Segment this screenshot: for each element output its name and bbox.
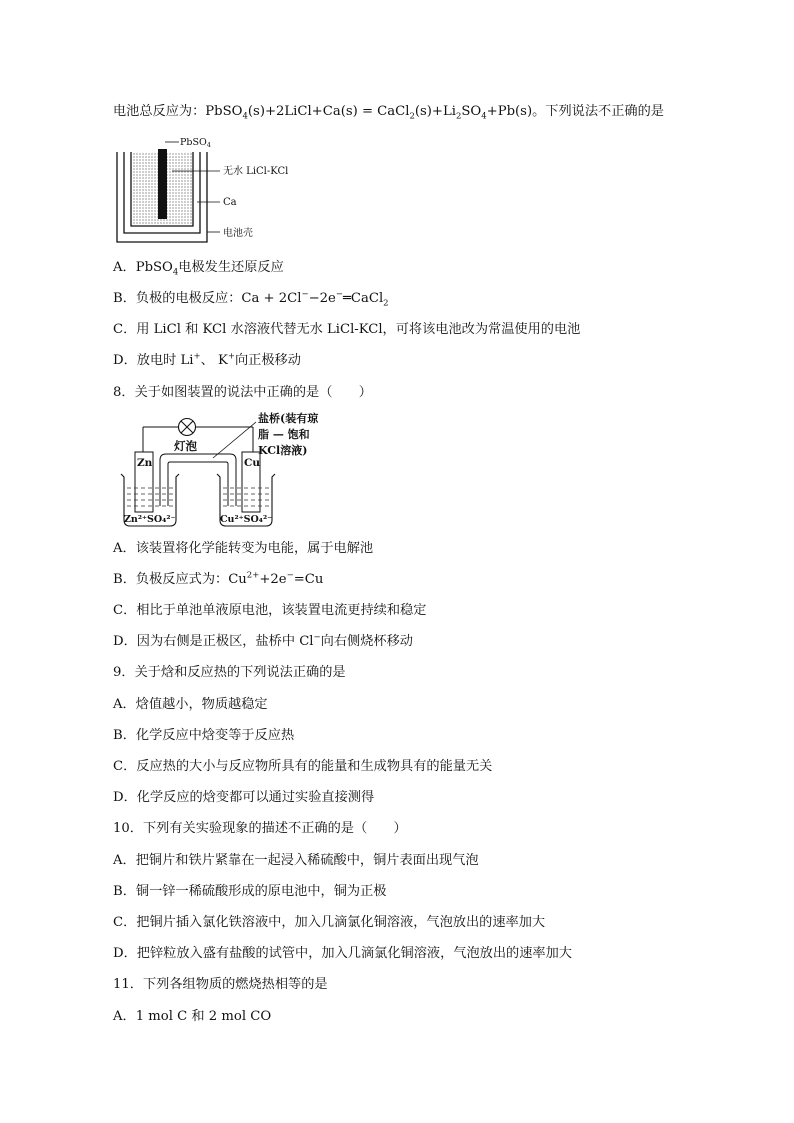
q9-option-d: D．化学反应的焓变都可以通过实验直接测得 xyxy=(113,790,375,805)
q9-option-b: B．化学反应中焓变等于反应热 xyxy=(113,728,295,743)
label-shell: 电池壳 xyxy=(223,228,253,239)
q9-stem: 9．关于焓和反应热的下列说法正确的是 xyxy=(113,665,346,680)
q11-stem: 11．下列各组物质的燃烧热相等的是 xyxy=(113,977,328,992)
q8-option-c: C．相比于单池单液原电池，该装置电流更持续和稳定 xyxy=(113,603,427,618)
intro-reaction: 电池总反应为：PbSO$_4$(s)+2LiCl+Ca(s) = $CaCl_2(s)+Li_2SO_4+Pb(s)$。下列说法不正确的是 xyxy=(113,104,664,122)
q9-option-a: A．焓值越小，物质越稳定 xyxy=(113,697,268,712)
q9-option-c: C．反应热的大小与反应物所具有的能量和生成物具有的能量无关 xyxy=(113,759,493,774)
label-cu: Cu xyxy=(244,457,260,469)
q10-option-c: C．把铜片插入氯化铁溶液中，加入几滴氯化铜溶液，气泡放出的速率加大 xyxy=(113,915,546,930)
label-right-solution: Cu²⁺SO₄²⁻ xyxy=(220,514,273,525)
q7-option-b: B．负极的电极反应：Ca + 2Cl−−2e−═CaCl$_2$ xyxy=(113,289,389,309)
battery-diagram xyxy=(112,132,312,247)
bulb-icon xyxy=(179,419,196,436)
label-pbso4: PbSO$_4$ xyxy=(180,137,211,149)
q7-option-c: C．用 LiCl 和 KCl 水溶液代替无水 LiCl-KCl，可将该电池改为常温使用的电池 xyxy=(113,322,581,337)
label-electrolyte: 无水 LiCl-KCl xyxy=(223,166,289,177)
q8-option-d: D．因为右侧是正极区，盐桥中 Cl−向右侧烧杯移动 xyxy=(113,632,413,649)
q8-option-a: A．该装置将化学能转变为电能，属于电解池 xyxy=(113,541,374,556)
galvanic-cell-diagram xyxy=(118,408,343,530)
q10-option-b: B．铜一锌一稀硫酸形成的原电池中，铜为正极 xyxy=(113,884,387,899)
label-left-solution: Zn²⁺SO₄²⁻ xyxy=(124,514,176,525)
q10-option-a: A．把铜片和铁片紧靠在一起浸入稀硫酸中，铜片表面出现气泡 xyxy=(113,853,479,868)
pbso4-electrode xyxy=(158,149,167,219)
q7-option-a: A．PbSO$_4$电极发生还原反应 xyxy=(113,260,284,278)
q8-stem: 8．关于如图装置的说法中正确的是（ ） xyxy=(113,385,372,400)
label-zn: Zn xyxy=(137,457,153,469)
q10-stem: 10．下列有关实验现象的描述不正确的是（ ） xyxy=(113,821,407,836)
q8-option-b: B．负极反应式为：$Cu^{2+}+2e^-=Cu$ xyxy=(113,570,324,587)
label-salt-bridge-1: 盐桥(装有琼 xyxy=(258,412,319,425)
label-salt-bridge-3: KCl溶液) xyxy=(258,444,308,457)
label-bulb: 灯泡 xyxy=(174,439,197,453)
q10-option-d: D．把锌粒放入盛有盐酸的试管中，加入几滴氯化铜溶液，气泡放出的速率加大 xyxy=(113,946,572,961)
label-salt-bridge-2: 脂 — 饱和 xyxy=(258,428,310,441)
q11-option-a: A．1 mol C 和 2 mol CO xyxy=(113,1009,272,1024)
q7-option-d: D．放电时 Li+、 K+向正极移动 xyxy=(113,351,301,368)
label-ca: Ca xyxy=(223,197,237,208)
